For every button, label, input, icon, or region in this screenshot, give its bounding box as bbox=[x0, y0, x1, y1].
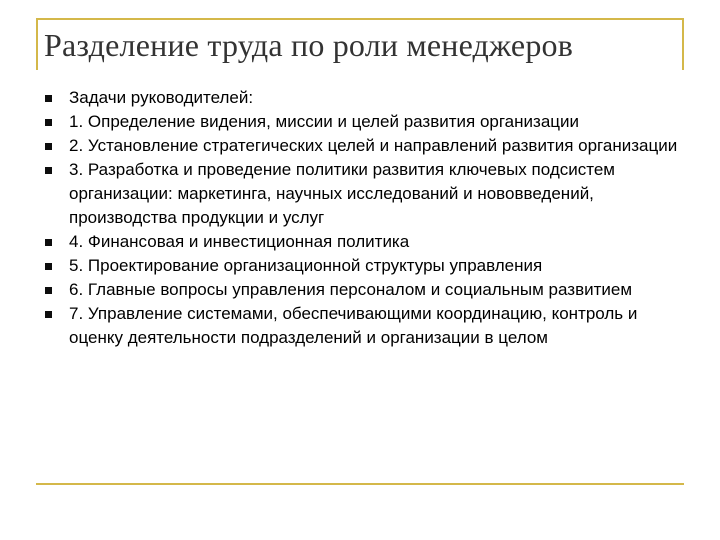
bullet-item bbox=[44, 254, 684, 278]
square-bullet-icon bbox=[45, 143, 52, 150]
bullet-text: 7. Управление системами, обеспечивающими координацию, контроль и оценку деятельности подразделений и организации в целом bbox=[69, 304, 638, 347]
square-bullet-icon bbox=[45, 239, 52, 246]
square-bullet-icon bbox=[45, 119, 52, 126]
left-accent-line bbox=[36, 18, 38, 70]
bullet-item bbox=[44, 278, 684, 302]
bullet-text: 4. Финансовая и инвестиционная политика bbox=[69, 232, 410, 251]
square-bullet-icon bbox=[45, 263, 52, 270]
square-bullet-icon bbox=[45, 311, 52, 318]
bullet-item bbox=[44, 110, 684, 134]
bullet-list bbox=[44, 86, 684, 350]
bullet-text: 6. Главные вопросы управления персоналом и социальным развитием bbox=[69, 280, 633, 299]
square-bullet-icon bbox=[45, 287, 52, 294]
bullet-item bbox=[44, 302, 684, 350]
square-bullet-icon bbox=[45, 95, 52, 102]
right-accent-line bbox=[682, 18, 684, 70]
bullet-item bbox=[44, 86, 684, 110]
top-accent-line bbox=[36, 18, 684, 20]
bullet-text: 2. Установление стратегических целей и направлений развития организации bbox=[69, 136, 678, 155]
slide-title: Разделение труда по роли менеджеров bbox=[44, 27, 574, 63]
bullet-item bbox=[44, 158, 684, 230]
square-bullet-icon bbox=[45, 167, 52, 174]
bullet-text: 1. Определение видения, миссии и целей развития организации bbox=[69, 112, 579, 131]
bullet-item bbox=[44, 230, 684, 254]
bullet-item bbox=[44, 134, 684, 158]
bottom-accent-line bbox=[36, 483, 684, 485]
bullet-text: 5. Проектирование организационной структуры управления bbox=[69, 256, 543, 275]
bullet-text: Задачи руководителей: bbox=[69, 88, 254, 107]
bullet-text: 3. Разработка и проведение политики развития ключевых подсистем организации: маркетинга, научных исследований и нововведений, производства продукции и услуг bbox=[69, 160, 615, 227]
